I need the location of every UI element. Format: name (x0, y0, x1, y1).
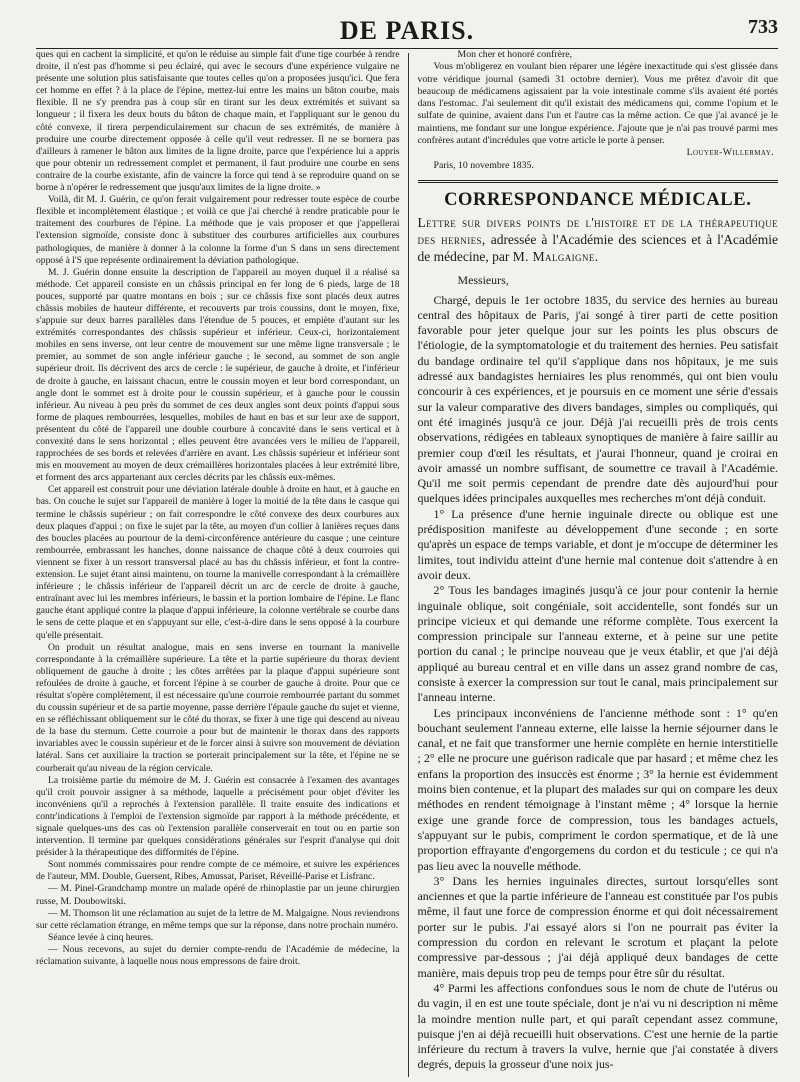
subhead-author: M. Malgaigne. (512, 249, 599, 265)
running-title: DE PARIS. (339, 16, 475, 45)
left-paragraph: Séance levée à cinq heures. (48, 931, 154, 943)
article-paragraph: Chargé, depuis le 1er octobre 1835, du service des hernies au bureau central des hôpitaux de Paris, j'ai songé à tirer parti de cette position favorable pour jeter quelque jour sur les points les plus obscurs de l'étiologie, de la symptomatologie et du traitement des hernies. Peu satisfait du bandage ordinaire tel qu'il s'applique dans nos hôpitaux, je me suis adressé aux bandagistes herniaires les plus renommés, qui ont bien voulu concourir à ces expériences, et je poursuis en ce moment une série d'essais sur la valeur comparative des divers bandages, simples ou compliqués, qui ont été imaginés jusqu'à ce jour. Déjà j'ai recueilli près de trois cents observations, rédigées en tableaux synoptiques de manière à faire saillir au premier coup d'œil les résultats, et j'aurai l'honneur, quand je croirai en avoir amassé un nombre suffisant, de soumettre ce travail à l'Académie. Qu'il me soit permis cependant de prendre date dès aujourd'hui pour quelques idées principales auxquelles mes recherches m'ont déjà conduit. (417, 292, 778, 506)
letter-date: Paris, 10 novembre 1835. (433, 159, 534, 171)
left-paragraph: — Nous recevons, au sujet du dernier compte-rendu de l'Académie de médecine, la réclamation suivante, à laquelle nous nous empressons de faire droit. (36, 943, 400, 968)
letter-body: Vous m'obligerez en voulant bien réparer une légère inexactitude qui s'est glissée dans votre véridique journal (samedi 31 octobre dernier). Vous me prêtez d'avoir dit que beaucoup de médicamens agissaient par la voie intestinale comme s'ils avaient été portés dans l'estomac. J'ai seulement dit qu'il existait des médicamens qui, comme l'opium et le sulfate de quinine, avaient dans l'un et l'autre cas la même action. Ce que j'ai avancé je le maintiens, me fondant sur une longue expérience. J'ajoute que je n'ai pas trouvé parmi mes confrères autant d'incrédules que votre article le porte à penser. (417, 61, 778, 147)
page-number: 733 (748, 16, 778, 38)
left-column (36, 49, 408, 1077)
article-paragraph: 4° Parmi les affections confondues sous le nom de chute de l'utérus ou du vagin, il en est une toute spéciale, dont je n'ai vu ni description ni même la moindre mention nulle part, et qui paraît cependant assez commune, puisque j'en ai déjà recueilli huit observations. C'est une hernie de la partie inférieure du rectum à travers la vulve, hernie que j'ai constatée à divers degrés, depuis la grosseur d'une noix jus- (417, 980, 778, 1072)
masthead (36, 14, 778, 49)
article-paragraph: 1° La présence d'une hernie inguinale directe ou oblique est une prédisposition manifeste au développement d'une seconde ; en sorte qu'après un espace de temps variable, et dont je m'occupe de déterminer les limites, tout individu atteint d'une hernie mal contenue doit s'attendre à en avoir deux. (417, 506, 778, 582)
subhead-lead: Lettre sur divers points de l'histoire et de la thérapeutique des hernies, (417, 215, 778, 248)
article-salutation: Messieurs, (457, 273, 509, 288)
article-paragraph: 2° Tous les bandages imaginés jusqu'à ce jour pour contenir la hernie inguinale oblique, soit congéniale, soit accidentelle, sont fondés sur un principe vicieux et qui demande une réforme complète. Tous exercent la compression principale sur l'anneau externe, et à peine sur une petite portion du canal ; le principe nouveau que je veux établir, et que j'ai déjà appliqué au bureau central et en ville dans un assez grand nombre de cas, consiste à exercer la compression sur tout le canal, mais principalement sur l'anneau interne. (417, 583, 778, 705)
left-paragraph: On produit un résultat analogue, mais en sens inverse en tournant la manivelle correspondante à la crémaillère supérieure. La tête et la partie supérieure du thorax devient obliquement de gauche à droite ; les côtes arrêtées par la plaque d'appui supérieure sont refoulées de droite à gauche, et forcent l'épine à se courber de gauche à droite. Pour que ce résultat s'opère complètement, il est nécessaire qu'une courroie rembourrée partant du sommet du coussin supérieur et de sa partie moyenne, passe derrière l'épaule gauche du sujet et vienne, en se réfléchissant obliquement sur le côté du thorax, se fixer à une tige qui descend au niveau de la base du sternum. Cette courroie a pour but de maintenir le thorax dans des rapports invariables avec le coussin supérieur et de le forcer ainsi à suivre son mouvement de déviation latéral. Sans cet auxiliaire la traction se porterait principalement sur la tête, et l'épine ne se courberait qu'au niveau de la région cervicale. (36, 641, 400, 774)
left-paragraph: Voilà, dit M. J. Guérin, ce qu'on ferait vulgairement pour redresser toute espèce de courbe flexible et incomplètement élastique ; et voilà ce que j'ai cherché à rendre praticable pour le traitement des courbures de l'épine. La méthode que je vais proposer et que j'appellerai l'extension sigmoïde, consiste donc à substituer des courbures artificielles aux courbures pathologiques, de manière à donner à la colonne la forme d'un S dans un sens directement opposé à l'S que représente ordinairement la déviation pathologique. (36, 194, 400, 266)
two-column-body (36, 49, 778, 1077)
letter-to-editor (418, 49, 779, 172)
left-paragraph: Cet appareil est construit pour une déviation latérale double à droite en haut, et à gauche en bas. On couche le sujet sur l'appareil de manière à loger la moitié de la tête dans le casque qui termine le châssis supérieur ; on fait correspondre le côté convexe des deux courbures aux deux plaques d'appui ; on fixe le sujet par la tête, au moyen d'un collier à lanières reçues dans des boucles placées au pourtour de la demi-circonférence antérieure du casque ; une ceinture rembourrée, embrassant les hanches, donne naissance de chaque côté à deux courroies qui viennent se fixer à un ressort transversal placé au bas du châssis inférieur, et font la contre-extension. Le sujet étant ainsi maintenu, on tourne la manivelle correspondant à la crémaillère inférieure ; le châssis inférieur de l'appareil décrit un arc de cercle de droite à gauche, entraînant avec lui les membres inférieurs, le bassin et la portion lombaire de l'épine. Le flanc gauche étant appliqué contre la plaque d'appui inférieure, la colonne vertébrale se courbe dans le sens de cette plaque et en s'appuyant sur elle, c'est-à-dire dans le sens opposé à la courbure qu'elle présentait. (36, 484, 400, 641)
subhead-rest: adressée à l'Académie des sciences et à l'Académie de médecine, par (417, 232, 778, 265)
left-paragraph: — M. Thomson lit une réclamation au sujet de la lettre de M. Malgaigne. Nous reviendrons sur cette réclamation étrange, en même temps que sur la réponse, dans notre prochain numéro. (36, 907, 400, 931)
right-column (409, 49, 779, 1077)
article-subhead (418, 214, 779, 265)
article-paragraph: Les principaux inconvéniens de l'ancienne méthode sont : 1° qu'en bouchant seulement l'anneau externe, elle laisse la hernie séjourner dans le canal, et ne fait que transformer une hernie complète en hernie interstitielle ; 2° elle ne procure une guérison radicale que par hasard ; et même chez les enfans la proportion des insuccès est énorme ; 3° la hernie est évidemment moins bien contenue, et la plupart des malades sur qui on compare les deux méthodes en rendent témoignage à l'instant même ; 4° lorsque la hernie exige une grande force de compression, tous les bandages actuels, s'appuyant sur le pubis, compriment le cordon spermatique, et de là une proportion effrayante d'engorgemens du cordon et du testicule ; ce qui n'a pas lieu avec la nouvelle méthode. (417, 705, 778, 873)
section-title: CORRESPONDANCE MÉDICALE. (444, 189, 752, 210)
letter-salutation: Mon cher et honoré confrère, (457, 49, 573, 60)
section-rule (418, 180, 779, 183)
left-paragraph: La troisième partie du mémoire de M. J. Guérin est consacrée à l'examen des avantages qu'il croit pouvoir assigner à sa méthode, laquelle a précisément pour objet d'éviter les inconvéniens qu'il a reprochés à l'extension parallèle. Il traite ensuite des indications et contr'indications à l'emploi de l'extension sigmoïde par rapport à la méthode précédente, et signale quelques-uns des cas où l'extension parallèle conserverait en tout ou en partie son intervention. Il termine par quelques considérations générales sur l'esprit d'analyse qui doit présider à la thérapeutique des difformités de l'épine. (36, 774, 400, 859)
left-paragraph: ques qui en cachent la simplicité, et qu'on le réduise au simple fait d'une tige courbée à rendre droite, il n'est pas d'homme si peu éclairé, qui avec le secours d'une expérience vulgaire ne présente une solution plus satisfaisante que toutes celles qu'on a proposées jusqu'ici. Que fera cet homme en effet ? à la place de l'épine, mettez-lui entre les mains un bâton courbe, mais flexible. Il ne s'y prendra pas à coup sûr en tirant sur les deux extrémités et suivant sa longueur ; il fixera les deux bouts du bâton de chaque main, et l'appliquant sur le genou du côté convexe, il tirera perpendiculairement sur chacun de ses extrémités, de manière à produire une courbe directement opposée à celle qu'il veut redresser. Il ne se bornera pas d'ailleurs à ramener le bâton aux limites de la ligne droite, parce que l'expérience lui a appris que pour obtenir un redressement complet et permanent, il faut produire une courbe en sens contraire de la courbe existante, afin de vaincre la force qui tend à se reproduire quand on se borne à n'opérer le redressement que jusqu'aux limites de la ligne droite. » (36, 49, 400, 194)
left-paragraph: M. J. Guérin donne ensuite la description de l'appareil au moyen duquel il a réalisé sa méthode. Cet appareil consiste en un châssis principal en fer long de 6 pieds, large de 18 pouces, supporté par quatre montans en bois ; sur ce châssis fixe sont placés deux autres châssis mobiles de hauteur différente, et recouverts par trois coussins, dont le moyen, fixe, s'appuie sur deux barres parallèles dans l'étendue de 5 pouces, et empiète d'autant sur les extrémités correspondantes des châssis supérieur et inférieur. Ceux-ci, horizontalement mobiles en sens inverse, ont leur centre de mouvement sur une même ligne transversale ; le premier, au sommet de son angle inférieur gauche ; le second, au sommet de son angle supérieur droit. Ils décrivent des arcs de cercle : le supérieur, de gauche à droite, et l'inférieur de droite à gauche, en laissant chacun, entre le coussin moyen et leur bord correspondant, un angle dont le sommet est à droite pour le coussin supérieur, et à gauche pour le coussin inférieur. Au niveau à peu près du sommet de ces deux angles sont deux points d'appui sous forme de plaques rembourrées, lesquelles, mobiles de haut en bas et sur leur axe de support, présentent du côté de l'appareil une double courbure à concavité dans le sens vertical et à convexité dans le sens horizontal ; elles peuvent être avancées vers le milieu de l'appareil, rapprochées de ses bords et relevées d'arrière en avant. Les châssis supérieur et inférieur sont mis en mouvement au moyen de deux crémaillères horizontales placées à leur extrémité libre, et forment des arcs appartenant aux cercles décrits par les châssis eux-mêmes. (36, 266, 400, 484)
left-paragraph: Sont nommés commissaires pour rendre compte de ce mémoire, et suivre les expériences de l'auteur, MM. Double, Guersent, Ribes, Amussat, Pariset, Réveillé-Parise et Lisfranc. (36, 859, 400, 883)
article-paragraph: 3° Dans les hernies inguinales directes, surtout lorsqu'elles sont anciennes et que la partie inférieure de l'anneau est constituée par l'os pubis même, il faut une force de compression énorme et qui doit nécessairement porter sur le pubis. J'ai essayé alors si l'on ne pourrait pas éviter la compression du cordon en relevant le scrotum et plaçant la pelote compressive par-dessous ; j'ai déjà appliqué deux bandages de cette manière, mais depuis trop peu de temps pour être sûr du résultat. (417, 873, 778, 980)
left-paragraph: — M. Pinel-Grandchamp montre un malade opéré de rhinoplastie par un jeune chirurgien russe, M. Doubowitski. (36, 883, 400, 907)
letter-signature: Louyer-Willermay. (686, 147, 774, 159)
